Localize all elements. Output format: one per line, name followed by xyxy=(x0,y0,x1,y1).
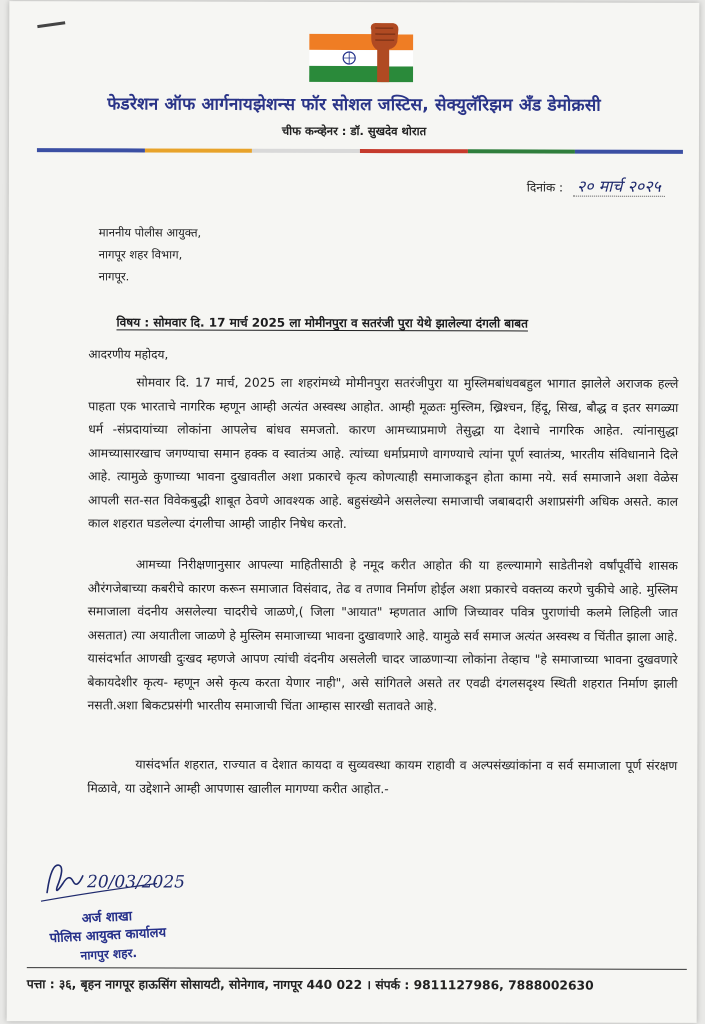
stamp-line-2: पोलिस आयुक्त कार्यालय xyxy=(49,925,167,947)
organization-name: फेडरेशन ऑफ आर्गनायझेशन्स फॉर सोशल जस्टिस, सेक्युलॅरिझम अँड डेमोक्रसी xyxy=(107,94,601,116)
stripe-grey xyxy=(252,149,360,153)
footer-address: पत्ता : ३६, बृहन नागपूर हाऊसिंग सोसायटी, सोनेगाव, नागपूर 440 022 । संपर्क : 9811127986, 7888002630 xyxy=(26,977,594,993)
pen-mark xyxy=(37,21,65,28)
body-paragraph-1: सोमवार दि. 17 मार्च, 2025 ला शहरांमध्ये मोमीनपुरा सतरंजीपुरा या मुस्लिमबांधवबहुल भागात झालेले अराजक हल्ले पाहता एक भारताचे नागरिक म्हणून आम्ही अत्यंत अस्वस्थ आहोत. आम्ही मूळतः मुस्लिम, ख्रिश्चन, हिंदू, सिख, बौद्ध व इतर सगळ्या धर्म -संप्रदायांच्या लोकांना आपलेच बांधव समजतो. कारण आमच्याप्रमाणे तेसुद्धा या देशाचे नागरिक आहेत. त्यांनासुद्धा आमच्यासारखाच जगण्याचा समान हक्क व स्वातंत्र्य आहे. त्यांच्या धर्माप्रमाणे वागण्याचे त्यांना पूर्ण स्वातंत्र्य, भारतीय संविधानाने दिले आहे. त्यामुळे कुणाच्या भावना दुखावतील अशा प्रकारचे कृत्य कोणत्याही समाजाकडून होता कामा नये. सर्व समाजाने अशा वेळेस आपली सत-सत विवेकबुद्धी शाबूत ठेवणे आवश्यक आहे. बहुसंख्येने असलेल्या समाजाची जबाबदारी अशाप्रसंगी अधिक असते. काल काल शहरात घडलेल्या दंगलीचा आम्ही जाहीर निषेध करतो. xyxy=(87,375,679,531)
stripe-blue xyxy=(37,148,145,152)
stripe-red xyxy=(360,149,468,153)
date-label: दिनांक : xyxy=(526,180,564,195)
date-value: २० मार्च २०२५ xyxy=(573,177,665,197)
letter-page xyxy=(7,1,700,1023)
office-stamp xyxy=(22,905,194,967)
signature-date: 20/03/2025 xyxy=(87,872,186,893)
stripe-green xyxy=(468,149,576,153)
signature-icon xyxy=(37,853,187,908)
body-paragraph-2: आमच्या निरीक्षणानुसार आपल्या माहितीसाठी हे नमूद करीत आहोत की या हल्ल्यामागे साडेतीनशे वर्षांपूर्वीचे शासक औरंगजेबाच्या कबरीचे कारण करून समाजात विसंवाद, तेढ व तणाव निर्माण होईल अशा प्रकारचे वक्तव्य करणे चुकीचे आहे. मुस्लिम समाजाला वंदनीय असलेल्या चादरीचे जाळणे,( जिला "आयात" म्हणतात आणि जिच्यावर पवित्र पुराणांची कलमे लिहिली जात असतात) त्या अयातीला जाळणे हे मुस्लिम समाजाच्या भावना दुखावणारे आहे. यामुळे सर्व समाज अत्यंत अस्वस्थ व चिंतीत झाला आहे. यासंदर्भात आणखी दुःखद म्हणजे आपण त्यांची वंदनीय असलेली चादर जाळणाऱ्या लोकांना तेव्हाच "हे समाजाच्या भावना दुखवणारे बेकायदेशीर कृत्य- म्हणून असे कृत्य करता येणार नाही", असे सांगितले असते तर एवढी दंगलसदृश्य स्थिती शहरात निर्माण झाली नसती.अशा बिकटप्रसंगी भारतीय समाजाची चिंता आम्हास सारखी सतावते आहे. xyxy=(87,557,678,714)
stripe-blue-2 xyxy=(575,150,683,154)
chief-convener: चीफ कन्व्हेनर : डॉ. सुखदेव थोरात xyxy=(281,123,427,139)
stamp-line-3: नागपुर शहर. xyxy=(80,945,138,963)
date-row xyxy=(527,174,665,196)
addressee-line: नागपूर. xyxy=(98,269,130,284)
organization-logo-icon xyxy=(309,22,413,88)
addressee-line: नागपूर शहर विभाग, xyxy=(98,247,183,262)
stamp-line-1: अर्ज शाखा xyxy=(81,909,133,927)
salutation: आदरणीय महोदय, xyxy=(88,347,169,362)
letterhead-stripe xyxy=(37,148,683,154)
body-paragraph-3: यासंदर्भात शहरात, राज्यात व देशात कायदा व सुव्यवस्था कायम राहावी व अल्पसंख्यांकांना व सर्व समाजाला पूर्ण संरक्षण मिळावे, या उद्देशाने आम्ही आपणास खालील मागण्या करीत आहोत.- xyxy=(87,757,678,796)
addressee-block xyxy=(99,221,202,287)
addressee-line: माननीय पोलीस आयुक्त, xyxy=(98,225,202,240)
subject-line: विषय : सोमवार दि. 17 मार्च 2025 ला मोमीनपुरा व सतरंजी पुरा येथे झालेल्या दंगली बाबत xyxy=(116,315,528,331)
stripe-yellow xyxy=(145,148,253,152)
footer-divider xyxy=(27,967,687,970)
